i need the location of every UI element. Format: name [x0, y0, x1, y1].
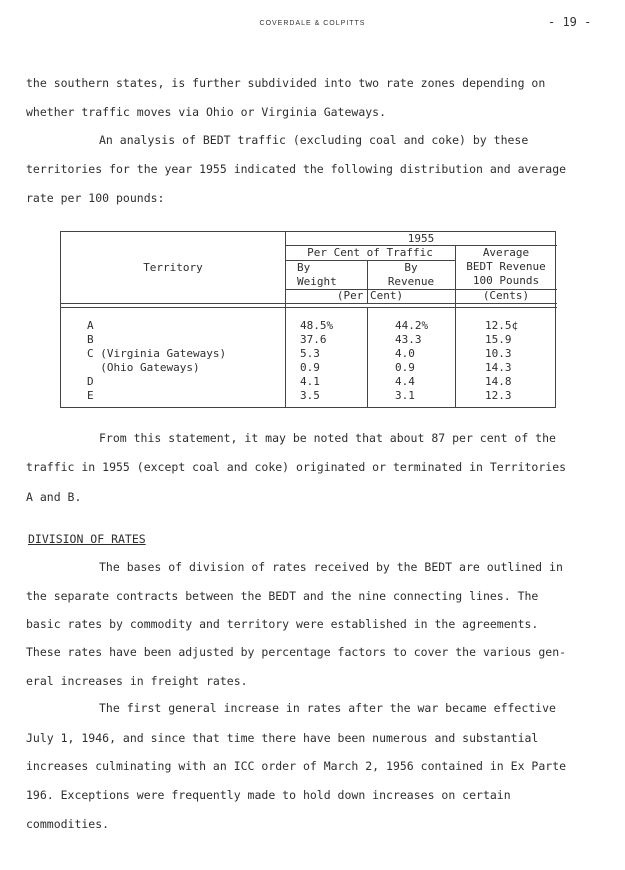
body-line: July 1, 1946, and since that time there have been numerous and substantial — [26, 731, 539, 745]
row-revenue: 0.9 — [395, 361, 415, 374]
table-year: 1955 — [407, 232, 435, 245]
row-weight: 37.6 — [300, 333, 327, 346]
row-revenue: 3.1 — [395, 389, 415, 402]
row-territory: B — [87, 333, 94, 346]
col-average-line3: 100 Pounds — [472, 274, 540, 287]
unit-cents: (Cents) — [482, 289, 530, 302]
col-weight-line2: Weight — [297, 275, 337, 288]
body-line: basic rates by commodity and territory were established in the agreements. — [26, 617, 539, 631]
row-average: 10.3 — [485, 347, 512, 360]
row-weight: 4.1 — [300, 375, 320, 388]
body-line: From this statement, it may be noted that about 87 per cent of the — [99, 431, 556, 445]
col-revenue-header — [367, 261, 455, 289]
traffic-distribution-table — [60, 231, 556, 408]
body-line: The bases of division of rates received by the BEDT are outlined in — [99, 560, 563, 574]
col-weight-header — [297, 261, 337, 289]
row-average: 12.3 — [485, 389, 512, 402]
row-average: 14.8 — [485, 375, 512, 388]
body-line: A and B. — [26, 490, 82, 504]
body-line: These rates have been adjusted by percentage factors to cover the various gen- — [26, 645, 567, 659]
row-territory: E — [87, 389, 94, 402]
body-line: An analysis of BEDT traffic (excluding coal and coke) by these — [99, 133, 529, 147]
row-revenue: 44.2% — [395, 319, 429, 332]
page-number: - 19 - — [548, 15, 592, 29]
body-line: whether traffic moves via Ohio or Virginia Gateways. — [26, 105, 387, 119]
body-line: the separate contracts between the BEDT and the nine connecting lines. The — [26, 589, 539, 603]
body-line: territories for the year 1955 indicated the following distribution and average — [26, 162, 567, 176]
body-line: the southern states, is further subdivided into two rate zones depending on — [26, 76, 546, 90]
col-average-line1: Average — [482, 246, 530, 259]
section-heading: DIVISION OF RATES — [28, 532, 146, 546]
row-weight: 3.5 — [300, 389, 320, 402]
row-average: 12.5¢ — [485, 319, 519, 332]
row-revenue: 4.4 — [395, 375, 415, 388]
body-line: increases culminating with an ICC order of March 2, 1956 contained in Ex Parte — [26, 759, 567, 773]
row-territory: D — [87, 375, 94, 388]
body-line: The first general increase in rates after the war became effective — [99, 701, 556, 715]
unit-per-cent: (Per Cent) — [336, 289, 404, 302]
col-weight-line1: By — [297, 261, 311, 274]
row-territory: (Ohio Gateways) — [87, 361, 200, 374]
row-weight: 0.9 — [300, 361, 320, 374]
col-revenue-line2: Revenue — [387, 275, 435, 288]
row-revenue: 43.3 — [395, 333, 422, 346]
row-revenue: 4.0 — [395, 347, 415, 360]
body-line: 196. Exceptions were frequently made to hold down increases on certain — [26, 788, 511, 802]
col-group-traffic: Per Cent of Traffic — [307, 246, 433, 259]
col-average-header — [455, 246, 557, 288]
firm-name: COVERDALE & COLPITTS — [259, 20, 366, 27]
row-average: 15.9 — [485, 333, 512, 346]
body-line: traffic in 1955 (except coal and coke) originated or terminated in Territories — [26, 460, 567, 474]
body-line: rate per 100 pounds: — [26, 191, 165, 205]
row-territory: A — [87, 319, 94, 332]
territory-header: Territory — [143, 261, 203, 274]
row-weight: 5.3 — [300, 347, 320, 360]
body-line: eral increases in freight rates. — [26, 674, 248, 688]
col-revenue-line1: By — [404, 261, 418, 274]
row-weight: 48.5% — [300, 319, 334, 332]
col-average-line2: BEDT Revenue — [466, 260, 546, 273]
row-average: 14.3 — [485, 361, 512, 374]
row-territory: C (Virginia Gateways) — [87, 347, 227, 360]
body-line: commodities. — [26, 817, 110, 831]
